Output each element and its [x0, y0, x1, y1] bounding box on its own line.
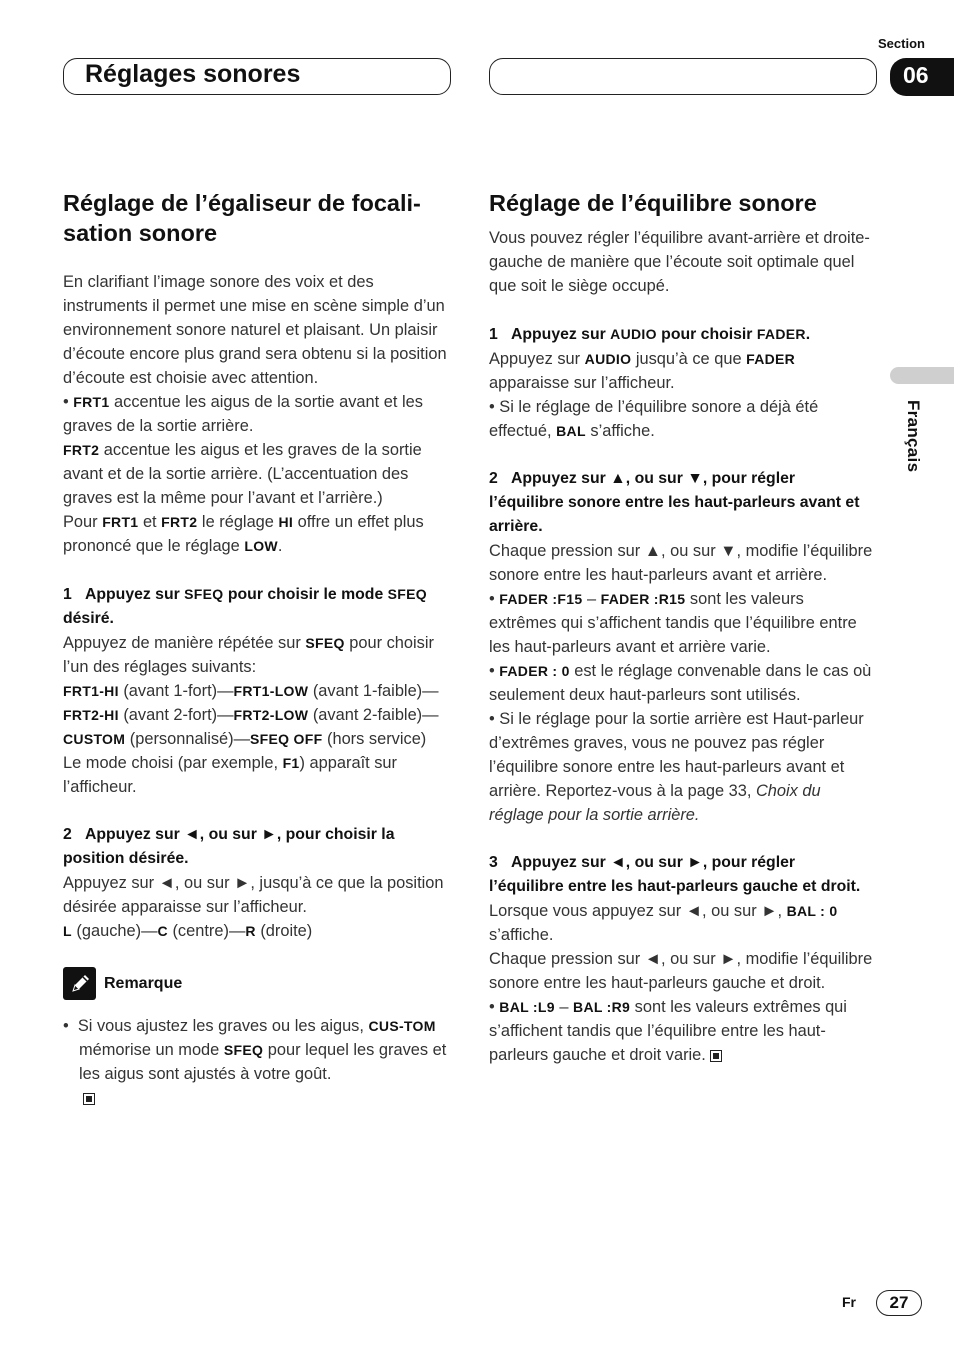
frt1-key: FRT1 [73, 394, 110, 410]
subwoofer-bullet: • Si le réglage pour la sortie arrière est Haut-parleur d’extrêmes graves, vous ne pouvez pas régler l’équilibre sonore entre les haut-parleurs avant et arrière. Reportez-vous à la page 33, Choix du réglage pour la sortie arrière. [489, 710, 864, 824]
language-tab-label: Français [904, 400, 923, 473]
left-step1-title: 1 Appuyez sur SFEQ pour choisir le mode SFEQ désiré. [63, 586, 427, 627]
page-number: 27 [876, 1290, 922, 1316]
language-tab-bar [890, 367, 954, 384]
left-step2-title: 2 Appuyez sur ◄, ou sur ►, pour choisir la position désirée. [63, 826, 395, 867]
note-header [63, 967, 455, 1000]
right-step2-text: Chaque pression sur ▲, ou sur ▼, modifie l’équilibre sonore entre les haut-parleurs avant et arrière. [489, 542, 873, 584]
fader-range-bullet: • FADER :F15 – FADER :R15 sont les valeurs extrêmes qui s’affichent tandis que l’équilibre entre les haut-parleurs avant et arrière varie. [489, 590, 857, 656]
frt1-bullet: • FRT1 accentue les aigus de la sortie avant et les graves de la sortie arrière. [63, 393, 423, 435]
sfeq-mode-list: FRT1-HI (avant 1-fort)—FRT1-LOW (avant 1-faible)—FRT2-HI (avant 2-fort)—FRT2-LOW (avant 2-faible)—CUSTOM (personnalisé)—SFEQ OFF (hors service) [63, 682, 439, 748]
right-step3-title: 3 Appuyez sur ◄, ou sur ►, pour régler l’équilibre entre les haut-parleurs gauche et droit. [489, 854, 861, 895]
hi-low-paragraph: Pour FRT1 et FRT2 le réglage HI offre un effet plus prononcé que le réglage LOW. [63, 513, 424, 555]
note-bullet: • Si vous ajustez les graves ou les aigus, CUS-TOM mémorise un mode SFEQ pour lequel les graves et les aigus sont ajustés à votre goût. [63, 1017, 447, 1083]
right-intro: Vous pouvez régler l’équilibre avant-arrière et droite-gauche de manière que l’écoute soit optimale quel que soit le siège occupé. [489, 229, 870, 295]
frt2-paragraph: FRT2 accentue les aigus et les graves de la sortie avant et de la sortie arrière. (L’accentuation des graves est la même pour l’avant et l’arrière.) [63, 441, 422, 507]
left-step1-display: Le mode choisi (par exemple, F1) apparaît sur l’afficheur. [63, 754, 397, 796]
page-title: Réglages sonores [85, 60, 301, 88]
section-number-badge: 06 [890, 58, 954, 96]
left-step1-text: Appuyez de manière répétée sur SFEQ pour choisir l’un des réglages suivants: [63, 634, 434, 676]
right-step1-bullet: • Si le réglage de l’équilibre sonore a déjà été effectué, BAL s’affiche. [489, 398, 819, 440]
fader-zero-bullet: • FADER : 0 est le réglage convenable dans le cas où seulement deux haut-parleurs sont utilisés. [489, 662, 872, 704]
header-empty-frame [489, 58, 877, 95]
bal-range-bullet: • BAL :L9 – BAL :R9 sont les valeurs extrêmes qui s’affichent tandis que l’équilibre entre les haut-parleurs gauche et droit varie. [489, 998, 847, 1064]
left-step2-text: Appuyez sur ◄, ou sur ►, jusqu’à ce que la position désirée apparaisse sur l’afficheur. [63, 874, 444, 916]
note-pencil-icon [63, 967, 96, 1000]
right-step1-text: Appuyez sur AUDIO jusqu’à ce que FADER apparaisse sur l’afficheur. [489, 350, 796, 392]
position-list: L (gauche)—C (centre)—R (droite) [63, 922, 313, 940]
right-step2-title: 2 Appuyez sur ▲, ou sur ▼, pour régler l’équilibre sonore entre les haut-parleurs avant et arrière. [489, 470, 860, 535]
left-intro: En clarifiant l’image sonore des voix et des instruments il permet une mise en scène simple d’un environnement sonore naturel et plaisant. Un plaisir d’écoute encore plus grand sera obtenu si la position d’écoute est choisie avec attention. [63, 273, 447, 387]
right-step3-text1: Lorsque vous appuyez sur ◄, ou sur ►, BAL : 0 s’affiche. [489, 902, 838, 944]
end-mark-icon [83, 1093, 95, 1105]
right-step3-text2: Chaque pression sur ◄, ou sur ►, modifie l’équilibre sonore entre les haut-parleurs gauche et droit. [489, 950, 873, 992]
right-heading: Réglage de l’équilibre sonore [489, 190, 817, 216]
right-step1-title: 1 Appuyez sur AUDIO pour choisir FADER. [489, 326, 811, 343]
right-column [489, 188, 874, 1067]
left-column [63, 188, 455, 1110]
left-heading: Réglage de l’égaliseur de focali- sation sonore [63, 190, 421, 246]
section-label: Section [878, 36, 925, 51]
end-mark-icon [710, 1050, 722, 1062]
note-title: Remarque [104, 974, 183, 992]
footer-language: Fr [842, 1294, 856, 1310]
